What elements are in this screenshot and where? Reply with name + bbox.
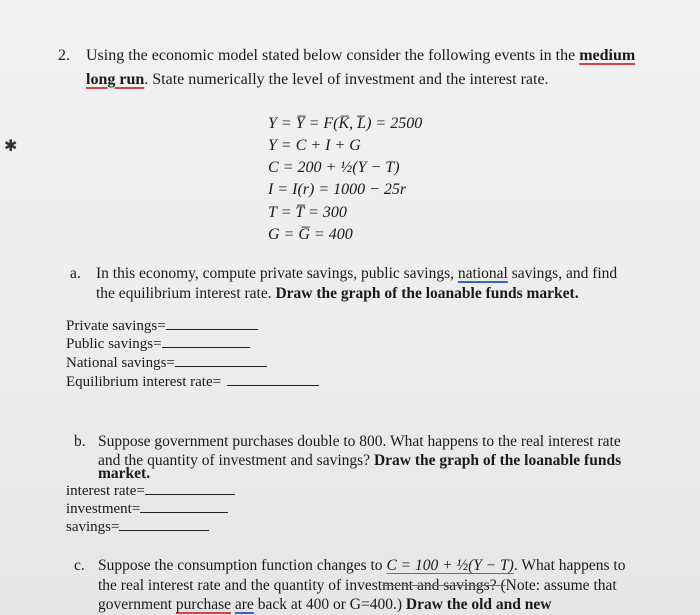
answer-blank: [140, 500, 228, 513]
part-c-are: are: [234, 596, 254, 613]
part-a-instruction: Draw the graph of the loanable funds market.: [275, 285, 579, 302]
part-a-text-end: savings, and find: [507, 265, 618, 282]
part-c-formula: C = 100 + ½(Y − T): [386, 557, 514, 574]
part-b-text: and the quantity of investment and savings?: [98, 452, 374, 469]
field-label: National savings=: [66, 355, 175, 371]
field-label: Public savings=: [66, 336, 162, 352]
field-national-savings: [66, 354, 267, 372]
equation-taxes: T = T̅ = 300: [268, 204, 347, 221]
part-b-instruction-end: market.: [98, 465, 151, 482]
part-c-line-1: [98, 556, 625, 575]
answer-blank: [175, 354, 267, 367]
part-b-instruction: Draw the graph of the loanable funds: [373, 452, 622, 469]
field-label: Private savings=: [66, 318, 166, 334]
part-b-line-1: Suppose government purchases double to 800. What happens to the real interest rate: [98, 433, 621, 450]
part-c-text-rest: back at 400 or G=400.): [253, 596, 406, 613]
part-c-instruction: Draw the old and new: [405, 596, 552, 613]
answer-blank: [166, 317, 258, 330]
intro-bold-medium: medium: [579, 47, 636, 64]
intro-bold-long-run: long run: [86, 71, 145, 88]
field-savings: [66, 518, 209, 536]
equation-output: Y = Y̅ = F(K̅, L̅) = 2500: [268, 115, 423, 132]
intro-line-1: [86, 44, 635, 68]
answer-blank: [119, 518, 209, 531]
field-private-savings: [66, 317, 258, 335]
field-interest-rate: [66, 482, 235, 500]
field-label: investment=: [66, 501, 141, 517]
answer-blank: [162, 335, 250, 348]
equation-investment: I = I(r) = 1000 − 25r: [268, 181, 407, 198]
part-c-text-2: the real interest rate and the quantity of invest: [98, 577, 383, 594]
part-a-line-1: [96, 264, 617, 283]
part-b-line-3: [98, 464, 150, 483]
part-c-line-3: [98, 595, 551, 614]
field-label: interest rate=: [66, 483, 145, 499]
field-label: Equilibrium interest rate=: [66, 374, 222, 390]
part-c-struck-text: ment and savings? (: [382, 577, 506, 594]
problem-number: 2.: [58, 47, 70, 64]
intro-text: Using the economic model stated below consider the following events in the: [86, 47, 580, 64]
intro-rest: . State numerically the level of investment and the interest rate.: [144, 71, 549, 88]
equation-identity: Y = C + I + G: [268, 137, 361, 154]
part-c-purchase: purchase: [175, 596, 232, 613]
answer-blank: [227, 373, 319, 386]
field-label: savings=: [66, 519, 120, 535]
part-b-label: b.: [74, 433, 86, 450]
field-public-savings: [66, 335, 250, 353]
part-c-label: c.: [74, 557, 85, 574]
intro-line-2: [86, 68, 549, 92]
part-c-line-2: [98, 576, 617, 595]
part-c-note: Note: assume that: [505, 577, 617, 594]
part-a-text: In this economy, compute private savings, public savings,: [96, 265, 458, 282]
part-c-text-end: . What happens to: [513, 557, 626, 574]
part-c-text: Suppose the consumption function changes to: [98, 557, 387, 574]
field-equilibrium-rate: [66, 373, 319, 391]
part-b-line-2: [98, 451, 621, 470]
equation-government: G = G̅ = 400: [268, 226, 353, 243]
answer-blank: [145, 482, 235, 495]
part-c-text-3: government: [98, 596, 176, 613]
field-investment: [66, 500, 228, 518]
part-a-line-2: [96, 284, 579, 303]
part-a-text-2: the equilibrium interest rate.: [96, 285, 276, 302]
part-a-label: a.: [70, 265, 81, 282]
equation-consumption: C = 200 + ½(Y − T): [268, 159, 400, 176]
margin-star-mark: ✱: [4, 138, 18, 155]
part-a-national: national: [457, 265, 508, 282]
